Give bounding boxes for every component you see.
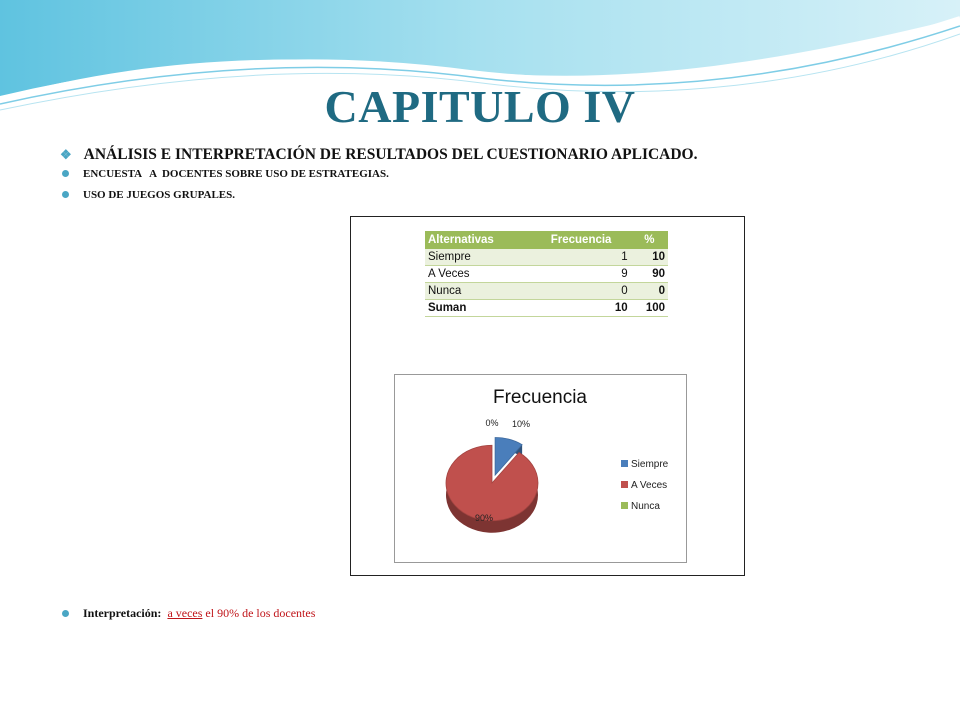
sub-bullet-text: USO DE JUEGOS GRUPALES. — [83, 189, 235, 201]
interpretation-text: el 90% de los docentes — [205, 606, 316, 620]
legend-swatch — [621, 502, 628, 509]
interpretation-line — [62, 606, 315, 621]
table-header: % — [631, 231, 668, 249]
pie-data-label: 90% — [474, 513, 494, 523]
interpretation-label: Interpretación: — [83, 606, 162, 620]
pie-data-label: 10% — [511, 419, 531, 429]
interpretation-highlight: a veces — [167, 606, 203, 620]
dot-bullet-icon — [62, 170, 69, 177]
table-cell: 0 — [532, 283, 631, 300]
diamond-bullet-icon: ❖ — [60, 147, 72, 162]
table-cell: 1 — [532, 249, 631, 266]
legend-label: A Veces — [631, 480, 668, 491]
pie-slice-a-veces — [446, 445, 538, 520]
chart-title: Frecuencia — [493, 387, 587, 408]
frequency-table — [425, 231, 668, 317]
table-cell: A Veces — [425, 266, 532, 283]
table-row — [425, 266, 668, 283]
sub-bullet-1 — [62, 168, 389, 180]
table-cell: 100 — [631, 300, 668, 317]
table-cell: 10 — [631, 249, 668, 266]
pie-chart — [395, 375, 686, 562]
table-header: Alternativas — [425, 231, 532, 249]
table-row — [425, 300, 668, 317]
pie-chart-container — [394, 374, 687, 563]
sub-bullet-text: ENCUESTA A DOCENTES SOBRE USO DE ESTRATEGIAS. — [83, 168, 389, 180]
table-header: Frecuencia — [532, 231, 631, 249]
pie-data-label: 0% — [485, 418, 499, 428]
main-bullet — [60, 146, 698, 164]
table-cell: 90 — [631, 266, 668, 283]
sub-bullet-2 — [62, 189, 235, 201]
legend-swatch — [621, 481, 628, 488]
legend-swatch — [621, 460, 628, 467]
legend-label: Siempre — [631, 459, 669, 470]
table-header-row — [425, 231, 668, 249]
table-cell: Nunca — [425, 283, 532, 300]
table-cell: 10 — [532, 300, 631, 317]
table-cell: 9 — [532, 266, 631, 283]
dot-bullet-icon — [62, 610, 69, 617]
table-cell: 0 — [631, 283, 668, 300]
table-cell: Suman — [425, 300, 532, 317]
table-cell: Siempre — [425, 249, 532, 266]
dot-bullet-icon — [62, 191, 69, 198]
legend-label: Nunca — [631, 501, 660, 512]
slide-title: CAPITULO IV — [324, 81, 636, 132]
table-row — [425, 249, 668, 266]
table-row — [425, 283, 668, 300]
main-bullet-text: ANÁLISIS E INTERPRETACIÓN DE RESULTADOS DEL CUESTIONARIO APLICADO. — [83, 146, 698, 163]
